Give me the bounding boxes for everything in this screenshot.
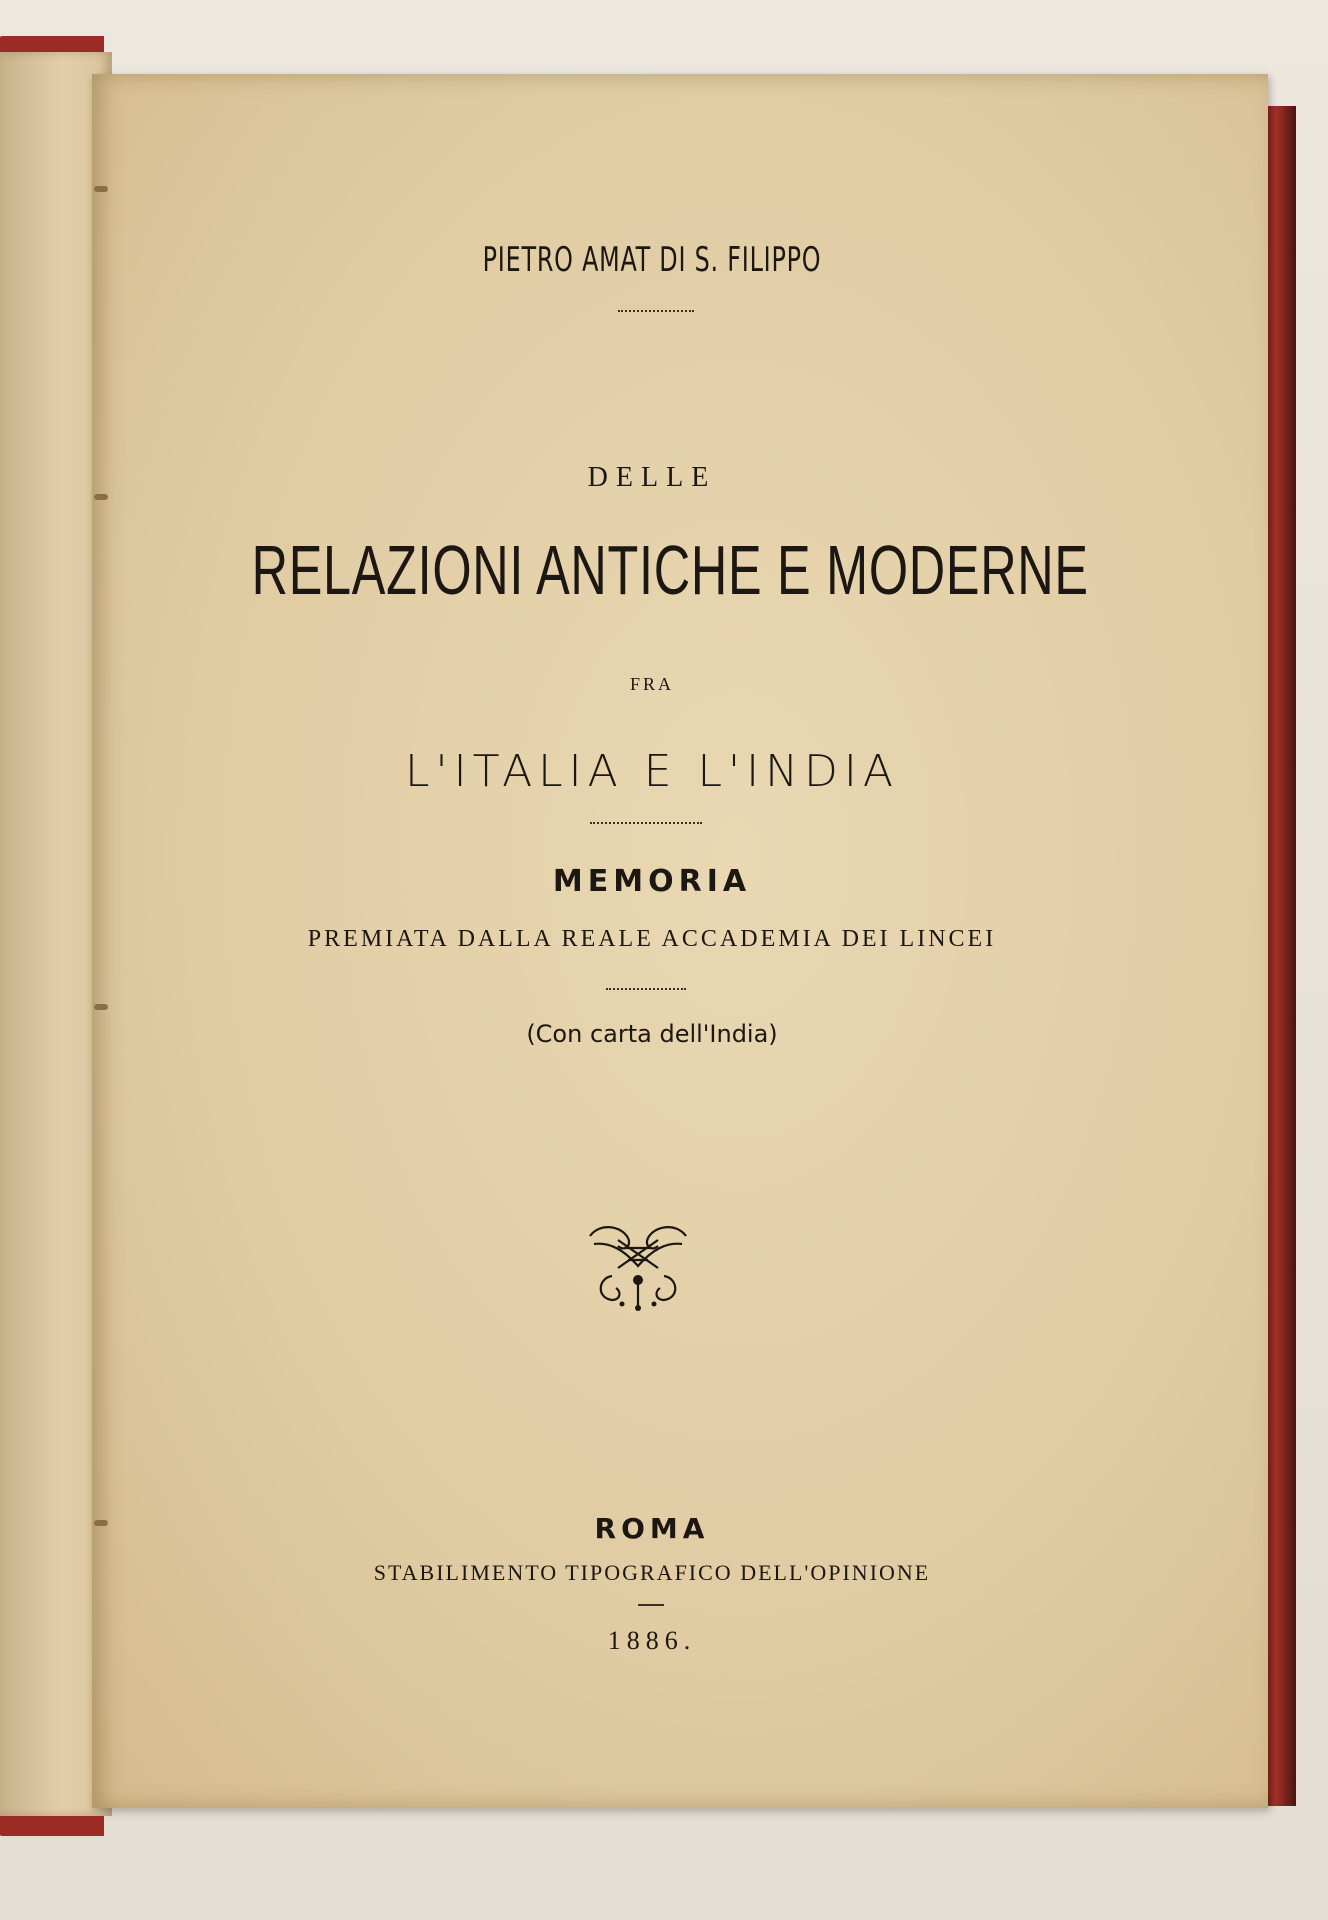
divider-rule xyxy=(618,310,694,312)
map-note: (Con carta dell'India) xyxy=(526,1020,778,1048)
subtitle: L'ITALIA E L'INDIA xyxy=(405,746,899,797)
binding-stitch xyxy=(94,186,108,192)
imprint-city: ROMA xyxy=(594,1512,710,1545)
main-title: RELAZIONI ANTICHE E MODERNE xyxy=(251,531,1089,609)
binding-stitch xyxy=(94,1004,108,1010)
imprint-year: 1886. xyxy=(607,1626,697,1655)
title-connector: FRA xyxy=(629,674,674,694)
award-line: PREMIATA DALLA REALE ACCADEMIA DEI LINCEI xyxy=(307,926,997,952)
author-name: PIETRO AMAT DI S. FILIPPO xyxy=(482,240,822,280)
binding-stitch xyxy=(94,494,108,500)
title-page xyxy=(92,74,1268,1808)
imprint-publisher: STABILIMENTO TIPOGRAFICO DELL'OPINIONE xyxy=(373,1560,931,1585)
work-type: MEMORIA xyxy=(552,864,752,899)
divider-rule xyxy=(606,988,686,990)
divider-rule xyxy=(590,822,702,824)
divider-rule xyxy=(638,1604,664,1606)
title-prefix: DELLE xyxy=(587,462,717,493)
floral-ornament-icon xyxy=(584,1220,692,1314)
